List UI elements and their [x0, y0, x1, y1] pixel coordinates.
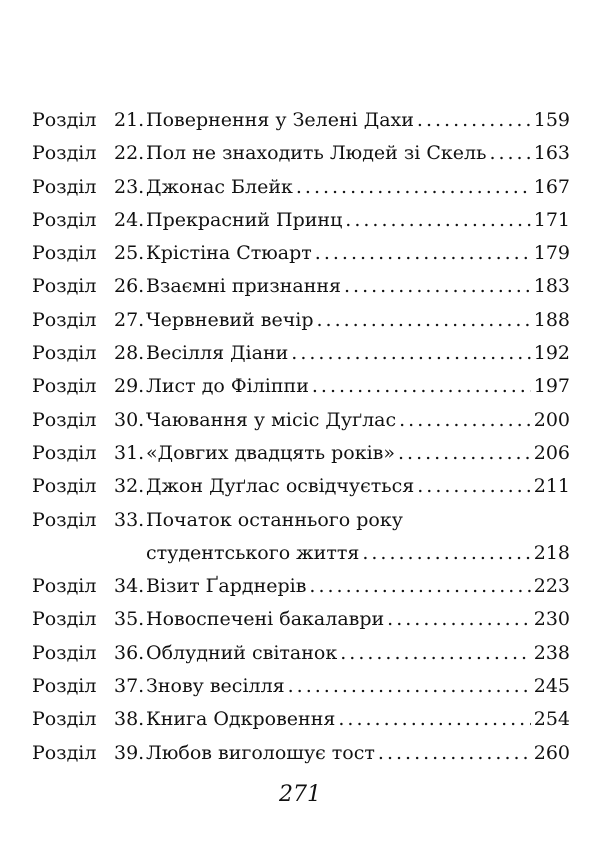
- chapter-label: Розділ: [32, 441, 97, 464]
- chapter-title-line: [146, 603, 570, 636]
- chapter-page: 183: [533, 275, 570, 298]
- chapter-title-line: [146, 437, 570, 470]
- chapter-page: 254: [533, 708, 570, 731]
- chapter-title: Пол не знаходить Людей зі Скель: [146, 142, 487, 165]
- chapter-title-line: [146, 337, 570, 370]
- chapter-label: Розділ: [32, 208, 97, 231]
- chapter-label: Розділ: [32, 575, 97, 598]
- chapter-title: студентського життя: [146, 541, 360, 564]
- chapter-number: 21.: [114, 109, 145, 131]
- dot-leader: [312, 370, 531, 403]
- toc-entry: [32, 370, 570, 403]
- chapter-title-block: [146, 603, 570, 636]
- dot-leader: [345, 204, 530, 237]
- dot-leader: [387, 603, 531, 636]
- chapter-label: Розділ: [32, 242, 97, 265]
- chapter-title-line: [146, 404, 570, 437]
- dot-leader: [291, 337, 530, 370]
- chapter-label: Розділ: [32, 175, 97, 198]
- chapter-title: Любов виголошує тост: [146, 741, 375, 764]
- toc-entry: [32, 504, 570, 571]
- chapter-number: 28.: [114, 342, 145, 365]
- dot-leader: [362, 537, 530, 570]
- chapter-label: Розділ: [32, 375, 97, 398]
- chapter-label: Розділ: [32, 275, 97, 298]
- toc-entry: [32, 237, 570, 270]
- chapter-title-line: [146, 204, 570, 237]
- chapter-page: 245: [533, 675, 570, 698]
- chapter-title-block: [146, 370, 570, 403]
- chapter-number: 34.: [114, 575, 145, 598]
- dot-leader: [288, 670, 531, 703]
- page-number: 271: [279, 782, 321, 807]
- dot-leader: [340, 637, 531, 670]
- dot-leader: [338, 703, 530, 736]
- chapter-page: 223: [533, 575, 570, 598]
- chapter-number: 27.: [114, 308, 145, 331]
- dot-leader: [344, 270, 531, 303]
- chapter-number: 37.: [114, 675, 145, 698]
- chapter-label: Розділ: [32, 675, 97, 698]
- chapter-title: Червневий вечір: [146, 308, 314, 331]
- chapter-number: 24.: [114, 208, 145, 231]
- chapter-title-block: [146, 270, 570, 303]
- chapter-title: Джонас Блейк: [146, 175, 293, 198]
- chapter-title: «Довгих двадцять років»: [146, 441, 395, 464]
- chapter-number: 31.: [114, 441, 145, 464]
- chapter-title-line: [146, 737, 570, 770]
- chapter-title: Чаювання у місіс Дуґлас: [146, 408, 397, 431]
- chapter-number: 26.: [114, 275, 145, 298]
- chapter-title-line: [146, 504, 570, 537]
- toc-entry: [32, 404, 570, 437]
- chapter-title-line: [146, 637, 570, 670]
- chapter-title-block: [146, 204, 570, 237]
- chapter-page: 159: [533, 109, 570, 131]
- chapter-title: Книга Одкровення: [146, 708, 336, 731]
- chapter-title: Лист до Філіппи: [146, 375, 309, 398]
- toc-entry: [32, 637, 570, 670]
- dot-leader: [315, 237, 531, 270]
- chapter-number: 25.: [114, 242, 145, 265]
- chapter-title: Новоспечені бакалаври: [146, 608, 385, 631]
- chapter-label: Розділ: [32, 109, 97, 131]
- chapter-title-block: [146, 404, 570, 437]
- chapter-number: 33.: [114, 508, 145, 531]
- toc-entry: [32, 337, 570, 370]
- chapter-title-block: [146, 337, 570, 370]
- toc-entry: [32, 104, 570, 137]
- table-of-contents: [32, 104, 570, 770]
- chapter-label: Розділ: [32, 508, 97, 531]
- chapter-title-line: [146, 570, 570, 603]
- toc-entry: [32, 270, 570, 303]
- dot-leader: [378, 737, 531, 770]
- chapter-title-line: [146, 370, 570, 403]
- chapter-label: Розділ: [32, 308, 97, 331]
- chapter-title: Весілля Діани: [146, 342, 289, 365]
- chapter-page: 206: [533, 441, 570, 464]
- chapter-title: Крістіна Стюарт: [146, 242, 312, 265]
- chapter-title-block: [146, 137, 570, 170]
- chapter-number: 35.: [114, 608, 145, 631]
- chapter-title: Візит Ґарднерів: [146, 575, 307, 598]
- chapter-title-line: [146, 670, 570, 703]
- chapter-page: 260: [533, 741, 570, 764]
- chapter-page: 211: [533, 475, 570, 498]
- chapter-label: Розділ: [32, 408, 97, 431]
- chapter-title: Знову весілля: [146, 675, 285, 698]
- toc-entry: [32, 137, 570, 170]
- chapter-number: 22.: [114, 142, 145, 165]
- chapter-title-line: [146, 104, 570, 137]
- chapter-title-block: [146, 104, 570, 137]
- chapter-title-block: [146, 703, 570, 736]
- chapter-label: Розділ: [32, 475, 97, 498]
- chapter-title-line: [146, 237, 570, 270]
- chapter-label: Розділ: [32, 708, 97, 731]
- chapter-page: 188: [533, 308, 570, 331]
- chapter-number: 38.: [114, 708, 145, 731]
- chapter-label: Розділ: [32, 142, 97, 165]
- dot-leader: [417, 104, 531, 137]
- chapter-title-block: [146, 237, 570, 270]
- chapter-title: Джон Дуґлас освідчується: [146, 475, 415, 498]
- chapter-page: 163: [533, 142, 570, 165]
- toc-entry: [32, 437, 570, 470]
- toc-entry: [32, 470, 570, 503]
- toc-entry: [32, 603, 570, 636]
- chapter-label: Розділ: [32, 608, 97, 631]
- chapter-title-line: [146, 304, 570, 337]
- chapter-page: 197: [533, 375, 570, 398]
- toc-entry: [32, 670, 570, 703]
- chapter-page: 218: [533, 541, 570, 564]
- dot-leader: [398, 437, 531, 470]
- chapter-title-block: [146, 304, 570, 337]
- chapter-title-block: [146, 504, 570, 571]
- chapter-number: 23.: [114, 175, 145, 198]
- chapter-number: 30.: [114, 408, 145, 431]
- chapter-title: Прекрасний Принц: [146, 208, 343, 231]
- chapter-title-block: [146, 570, 570, 603]
- chapter-label: Розділ: [32, 641, 97, 664]
- chapter-title-block: [146, 670, 570, 703]
- chapter-page: 230: [533, 608, 570, 631]
- chapter-number: 32.: [114, 475, 145, 498]
- chapter-title-line: [146, 270, 570, 303]
- chapter-title: Початок останнього року: [146, 508, 403, 531]
- chapter-title-block: [146, 437, 570, 470]
- chapter-title: Повернення у Зелені Дахи: [146, 109, 414, 131]
- dot-leader: [489, 137, 530, 170]
- toc-entry: [32, 204, 570, 237]
- chapter-page: 238: [533, 641, 570, 664]
- dot-leader: [317, 304, 531, 337]
- chapter-page: 171: [533, 208, 570, 231]
- dot-leader: [417, 470, 530, 503]
- dot-leader: [399, 404, 531, 437]
- toc-entry: [32, 304, 570, 337]
- dot-leader: [309, 570, 530, 603]
- chapter-title-line: [146, 137, 570, 170]
- chapter-page: 200: [533, 408, 570, 431]
- chapter-label: Розділ: [32, 741, 97, 764]
- chapter-number: 39.: [114, 741, 145, 764]
- chapter-number: 36.: [114, 641, 145, 664]
- chapter-page: 192: [533, 342, 570, 365]
- chapter-title-line: [146, 703, 570, 736]
- toc-entry: [32, 737, 570, 770]
- chapter-title: Взаємні признання: [146, 275, 342, 298]
- chapter-title-line: [146, 537, 570, 570]
- chapter-title-line: [146, 171, 570, 204]
- chapter-page: 179: [533, 242, 570, 265]
- chapter-label: Розділ: [32, 342, 97, 365]
- chapter-number: 29.: [114, 375, 145, 398]
- chapter-title: Облудний світанок: [146, 641, 338, 664]
- chapter-title-line: [146, 470, 570, 503]
- toc-entry: [32, 570, 570, 603]
- chapter-title-block: [146, 470, 570, 503]
- chapter-title-block: [146, 637, 570, 670]
- chapter-title-block: [146, 171, 570, 204]
- chapter-title-block: [146, 737, 570, 770]
- toc-entry: [32, 171, 570, 204]
- dot-leader: [296, 171, 531, 204]
- chapter-page: 167: [533, 175, 570, 198]
- toc-entry: [32, 703, 570, 736]
